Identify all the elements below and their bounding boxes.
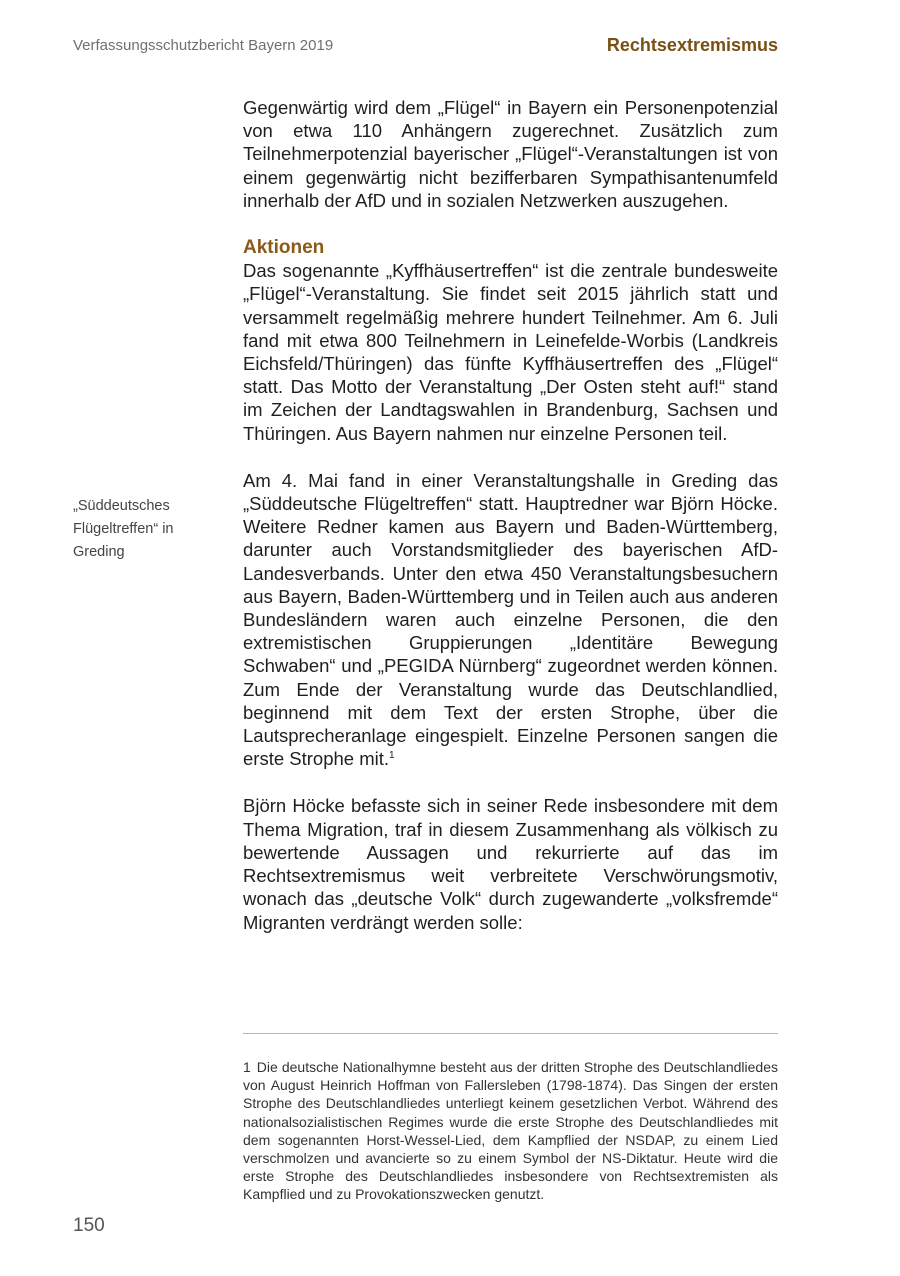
footnote-reference[interactable]: 1 bbox=[389, 750, 395, 762]
heading-aktionen: Aktionen bbox=[243, 237, 325, 259]
page-number: 150 bbox=[73, 1215, 105, 1236]
paragraph-personenpotenzial: Gegenwärtig wird dem „Flügel“ in Bayern ein Personenpotenzial von etwa 110 Anhängern zugerechnet. Zusätzlich zum Teilnehmerpotenzial bayerischer „Flügel“-Veranstaltungen ist von einem gegenwärtig nicht bezifferbaren Sympathisantenumfeld innerhalb der AfD und in sozialen Netzwerken auszugehen. bbox=[243, 97, 778, 211]
margin-note: „Süddeutsches Flügeltreffen“ in Greding bbox=[73, 498, 174, 560]
section-title: Rechtsextremismus bbox=[606, 35, 778, 55]
paragraph-hoecke-rede: Björn Höcke befasste sich in seiner Rede insbesondere mit dem Thema Migration, traf in diesem Zusammenhang als völkisch zu bewertende Aussagen und rekurrierte auf das im Rechtsextremismus weit verbreitete Verschwörungsmotiv, wonach das „deutsche Volk“ durch zugewanderte „volksfremde“ Migranten verdrängt werden solle: bbox=[243, 795, 778, 933]
paragraph-greding bbox=[243, 469, 778, 771]
main-text-column bbox=[243, 96, 778, 934]
paragraph-greding-text: Am 4. Mai fand in einer Veranstaltungshalle in Greding das „Süddeutsche Flügeltreffen“ statt. Hauptredner war Björn Höcke. Weitere Redner kamen aus Bayern und Baden-Württemberg, darunter auch Vorstandsmitglieder des bayerischen AfD-Landesverbands. Unter den etwa 450 Veranstaltungsbesuchern aus Bayern, Baden-Württemberg und in Teilen auch aus anderen Bundesländern waren auch einzelne Personen, die den extremistischen Gruppierungen „Identitäre Bewegung Schwaben“ und „PEGIDA Nürnberg“ zugeordnet werden können. Zum Ende der Veranstaltung wurde das Deutschlandlied, beginnend mit dem Text der ersten Strophe, über die Lautsprecheranlage eingespielt. Einzelne Personen sangen die erste Strophe mit. bbox=[243, 469, 778, 770]
footnote-text: Die deutsche Nationalhymne besteht aus der dritten Strophe des Deutschlandliedes von August Heinrich Hoffman von Fallersleben (1798-1874). Das Singen der ersten Strophe des Deutschlandliedes unterliegt keinem gesetzlichen Verbot. Während des nationalsozialistischen Regimes wurde die erste Strophe des Deutschlandliedes mit dem sogenannten Horst-Wessel-Lied, dem Kampflied der NSDAP, zu einem Lied verschmolzen und avancierte so zu einem Symbol der NS-Diktatur. Heute wird die erste Strophe des Deutschlandliedes insbesondere von Rechtsextremisten als Kampflied und zu Provokationszwecken genutzt. bbox=[243, 1059, 778, 1203]
footnote-divider bbox=[243, 1033, 778, 1034]
footnote bbox=[243, 1058, 778, 1204]
running-header-title: Verfassungsschutzbericht Bayern 2019 bbox=[73, 37, 334, 54]
paragraph-kyffhaeusertreffen: Das sogenannte „Kyffhäusertreffen“ ist die zentrale bundesweite „Flügel“-Veranstaltung. Sie findet seit 2015 jährlich statt und versammelt regelmäßig mehrere hundert Teilnehmer. Am 6. Juli fand mit etwa 800 Teilnehmern in Leinefelde-Worbis (Landkreis Eichsfeld/Thüringen) das fünfte Kyffhäusertreffen des „Flügel“ statt. Das Motto der Veranstaltung „Der Osten steht auf!“ stand im Zeichen der Landtagswahlen in Brandenburg, Sachsen und Thüringen. Aus Bayern nahmen nur einzelne Personen teil. bbox=[243, 260, 778, 444]
footnote-number: 1 bbox=[243, 1059, 251, 1075]
